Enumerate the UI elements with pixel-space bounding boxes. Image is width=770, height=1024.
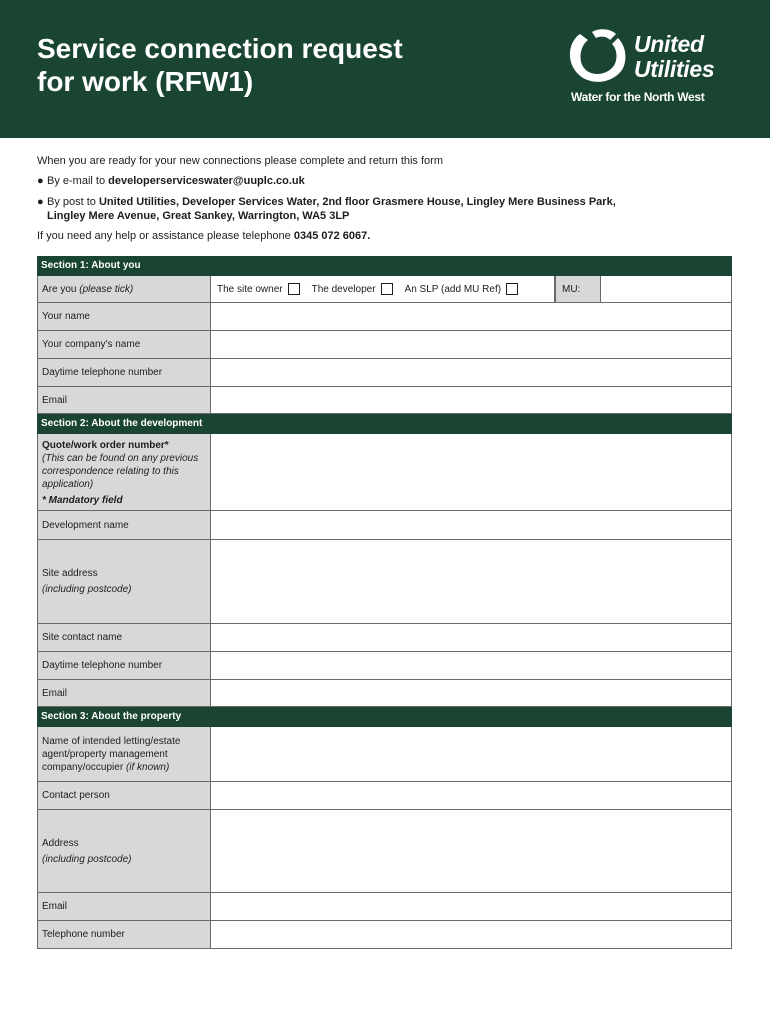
mu-label: MU: (555, 276, 601, 302)
site-email-row (37, 680, 732, 707)
email-address-link[interactable]: developerserviceswater@uuplc.co.uk (108, 175, 305, 187)
site-address-hint: (including postcode) (42, 584, 132, 595)
property-phone-field[interactable] (211, 921, 732, 948)
agent-name-field[interactable] (211, 727, 732, 781)
agent-name-text: Name of intended letting/estate agent/property management company/occupier (42, 735, 181, 773)
property-phone-label: Telephone number (37, 921, 211, 948)
quote-number-label (37, 434, 211, 510)
property-address-text: Address (42, 837, 79, 849)
your-name-row (37, 303, 732, 331)
development-name-label: Development name (37, 511, 211, 539)
option-slp-label: An SLP (add MU Ref) (404, 283, 502, 295)
email-label: Email (37, 387, 211, 413)
bullet-icon: ● (37, 175, 44, 187)
header-banner (0, 0, 770, 138)
daytime-phone-field[interactable] (211, 359, 732, 386)
request-form (37, 256, 732, 949)
quote-number-row (37, 434, 732, 511)
option-developer[interactable] (312, 283, 393, 295)
logo-tagline: Water for the North West (571, 90, 705, 104)
company-name-row (37, 331, 732, 359)
agent-name-row (37, 727, 732, 782)
your-name-label: Your name (37, 303, 211, 330)
site-address-row (37, 540, 732, 624)
site-phone-field[interactable] (211, 652, 732, 679)
option-slp[interactable] (405, 283, 519, 295)
mandatory-note: * Mandatory field (42, 495, 123, 506)
intro-line: When you are ready for your new connections please complete and return this form (37, 155, 443, 167)
company-name-field[interactable] (211, 331, 732, 358)
property-email-field[interactable] (211, 893, 732, 920)
help-prefix: If you need any help or assistance please telephone (37, 230, 294, 242)
mu-ref-field[interactable] (601, 276, 732, 302)
section-1-header: Section 1: About you (37, 256, 732, 276)
site-contact-row (37, 624, 732, 652)
quote-number-field[interactable] (211, 434, 732, 510)
option-site-owner-label: The site owner (217, 283, 283, 295)
company-name-label: Your company's name (37, 331, 211, 358)
property-address-field[interactable] (211, 810, 732, 892)
property-address-label (37, 810, 211, 892)
are-you-label (37, 276, 211, 302)
post-prefix: By post to (47, 196, 99, 208)
help-phone: 0345 072 6067. (293, 230, 371, 242)
section-3-header: Section 3: About the property (37, 707, 732, 727)
contact-person-label: Contact person (37, 782, 211, 809)
are-you-text: Are you (42, 283, 80, 295)
title-line-2: for work (RFW1) (37, 66, 254, 97)
post-instruction (37, 195, 657, 223)
site-address-field[interactable] (211, 540, 732, 623)
site-phone-label: Daytime telephone number (37, 652, 211, 679)
bullet-icon: ● (37, 196, 44, 208)
agent-name-hint: (if known) (125, 761, 170, 773)
email-row (37, 387, 732, 414)
role-options (211, 276, 555, 302)
post-address-line-2: Lingley Mere Avenue, Great Sankey, Warrington, WA5 3LP (47, 210, 350, 222)
property-address-row (37, 810, 732, 893)
contact-person-field[interactable] (211, 782, 732, 809)
development-name-field[interactable] (211, 511, 732, 539)
post-address-line-1: United Utilities, Developer Services Water, 2nd floor Grasmere House, Lingley Mere Business Park, (98, 196, 616, 208)
are-you-hint: (please tick) (79, 283, 134, 295)
page-title (37, 32, 403, 98)
help-line (37, 229, 370, 243)
logo-word-united: United (634, 31, 704, 57)
email-prefix: By e-mail to (47, 175, 109, 187)
site-contact-field[interactable] (211, 624, 732, 651)
quote-number-hint: (This can be found on any previous correspondence relating to this application) (42, 453, 199, 490)
site-contact-label: Site contact name (37, 624, 211, 651)
property-phone-row (37, 921, 732, 949)
email-instruction (37, 174, 305, 188)
property-email-label: Email (37, 893, 211, 920)
slp-checkbox[interactable] (506, 283, 518, 295)
daytime-phone-row (37, 359, 732, 387)
are-you-row (37, 276, 732, 303)
site-email-field[interactable] (211, 680, 732, 706)
site-address-label (37, 540, 211, 623)
site-phone-row (37, 652, 732, 680)
your-name-field[interactable] (211, 303, 732, 330)
site-email-label: Email (37, 680, 211, 706)
contact-person-row (37, 782, 732, 810)
logo-word-utilities: Utilities (634, 56, 715, 82)
email-field[interactable] (211, 387, 732, 413)
logo-mark-icon (566, 28, 632, 86)
section-2-header: Section 2: About the development (37, 414, 732, 434)
site-owner-checkbox[interactable] (288, 283, 300, 295)
option-developer-label: The developer (311, 283, 376, 295)
quote-number-text: Quote/work order number* (42, 440, 169, 451)
united-utilities-logo (566, 28, 736, 110)
daytime-phone-label: Daytime telephone number (37, 359, 211, 386)
agent-name-label (37, 727, 211, 781)
property-email-row (37, 893, 732, 921)
title-line-1: Service connection request (37, 33, 403, 64)
development-name-row (37, 511, 732, 540)
site-address-text: Site address (42, 568, 98, 579)
property-address-hint: (including postcode) (42, 853, 132, 865)
option-site-owner[interactable] (217, 283, 300, 295)
developer-checkbox[interactable] (381, 283, 393, 295)
